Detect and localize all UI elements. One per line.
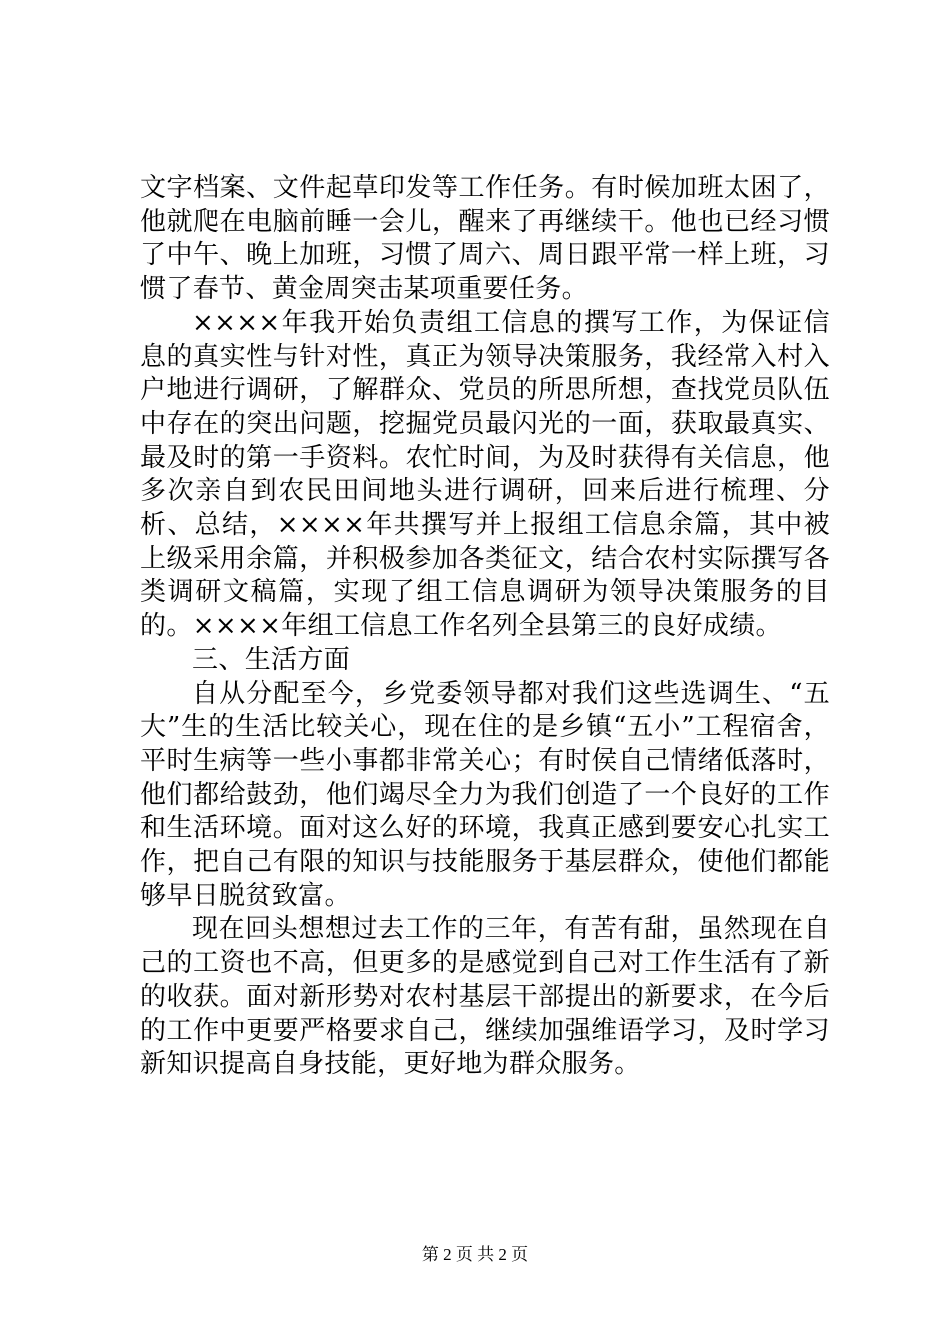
paragraph: ××××年我开始负责组工信息的撰写工作，为保证信息的真实性与针对性，真正为领导决策服务，我经常入村入户地进行调研，了解群众、党员的所思所想，查找党员队伍中存在的突出问题，挖掘党员最闪光的一面，获取最真实、最及时的第一手资料。农忙时间，为及时获得有关信息，他多次亲自到农民田间地头进行调研，回来后进行梳理、分析、总结，××××年共撰写并上报组工信息余篇，其中被上级采用余篇，并积极参加各类征文，结合农村实际撰写各类调研文稿篇，实现了组工信息调研为领导决策服务的目的。××××年组工信息工作名列全县第三的良好成绩。	[140, 307, 830, 642]
section-heading: 三、生活方面	[192, 644, 351, 675]
body-text	[140, 172, 830, 1082]
paragraph: 自从分配至今，乡党委领导都对我们这些选调生、“五大”生的生活比较关心，现在住的是乡镇“五小”工程宿舍，平时生病等一些小事都非常关心；有时侯自己情绪低落时，他们都给鼓劲，他们竭尽全力为我们创造了一个良好的工作和生活环境。面对这么好的环境，我真正感到要安心扎实工作，把自己有限的知识与技能服务于基层群众，使他们都能够早日脱贫致富。	[140, 678, 830, 911]
paragraph: 现在回头想想过去工作的三年，有苦有甜，虽然现在自己的工资也不高，但更多的是感觉到自己对工作生活有了新的收获。面对新形势对农村基层干部提出的新要求，在今后的工作中更要严格要求自己，继续加强维语学习，及时学习新知识提高自身技能，更好地为群众服务。	[140, 914, 830, 1080]
paragraph: 文字档案、文件起草印发等工作任务。有时候加班太困了，他就爬在电脑前睡一会儿，醒来了再继续干。他也已经习惯了中午、晚上加班，习惯了周六、周日跟平常一样上班，习惯了春节、黄金周突击某项重要任务。	[140, 173, 830, 305]
page-footer: 第 2 页 共 2 页	[421, 1245, 529, 1264]
